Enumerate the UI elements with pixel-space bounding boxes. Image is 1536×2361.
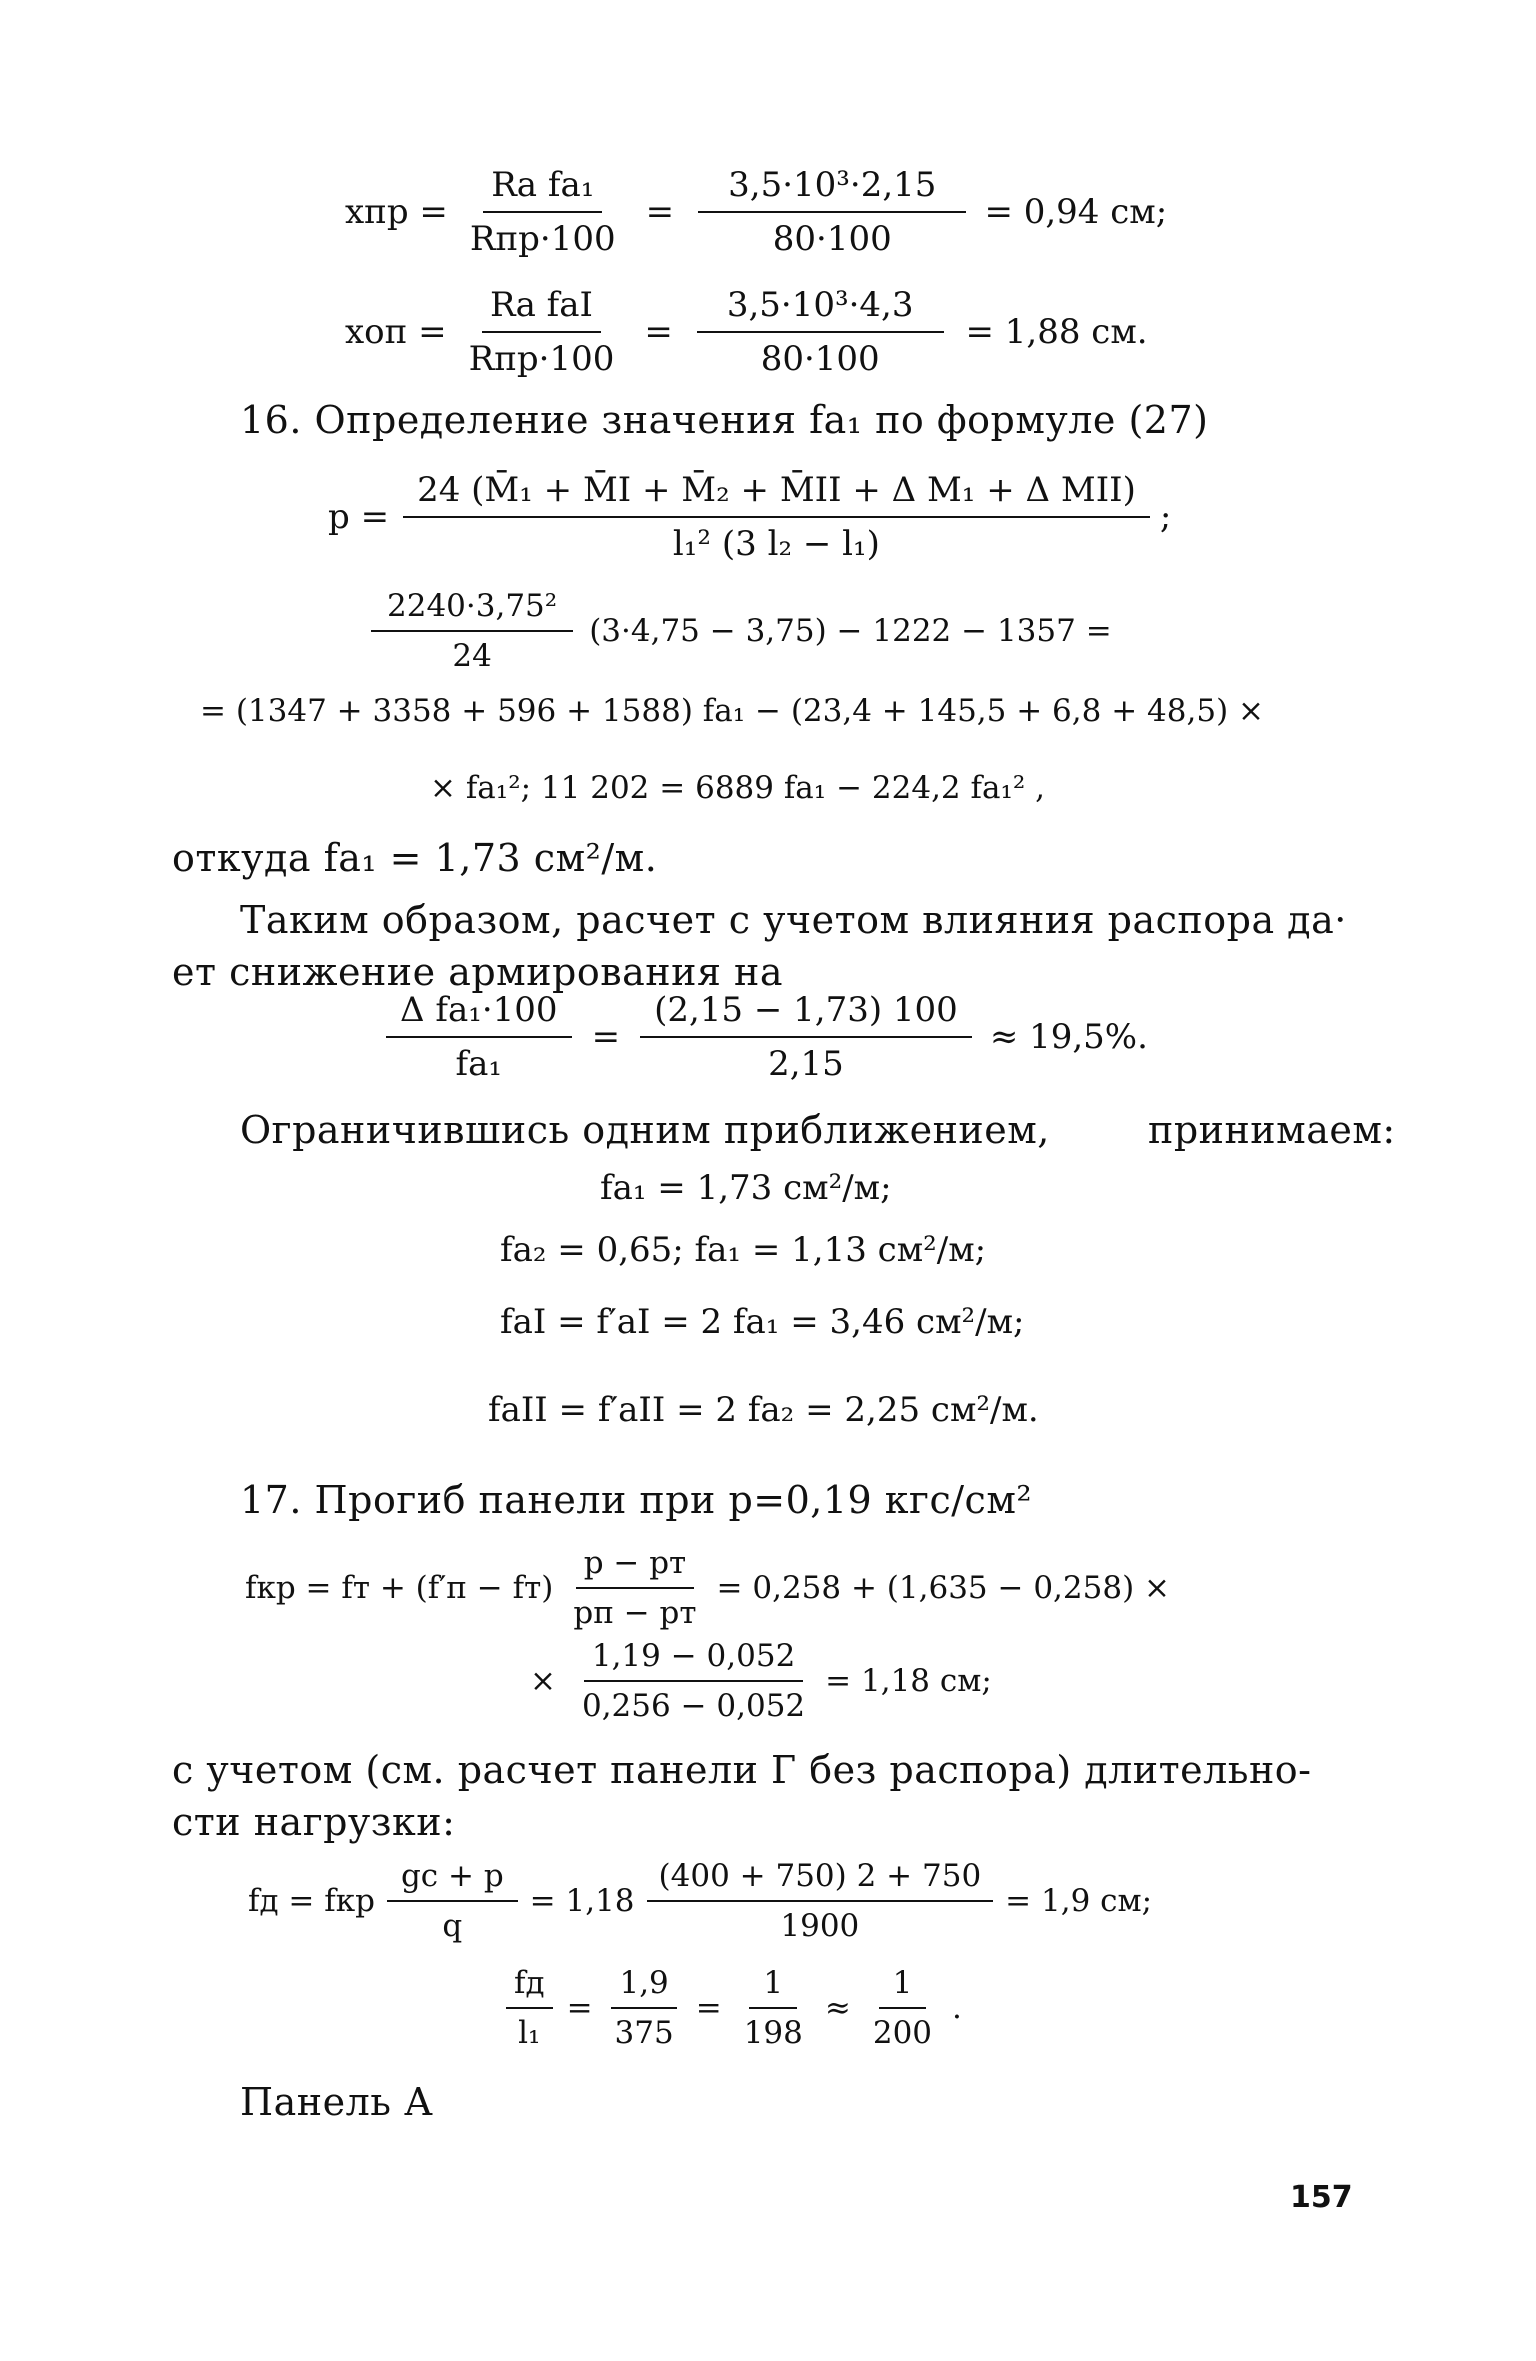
equation-p: p = $\frac{\text{24 (M̄₁ + M̄I + M̄₂ + M̄II + Δ M₁ + Δ MII)}}{\text{l₁² (3 l₂ − l₁)}}$ ; [328,470,1172,564]
fraction: $\frac{p - pт}{pп - pт}$ [573,1545,697,1631]
fraction: $\frac{\text{Rа fа₁}}{\text{Rпр·100}}$ [469,165,616,259]
fraction: $\frac{\text{Rа fаI}}{\text{Rпр·100}}$ [468,285,615,379]
equation-x-op: xоп = $\frac{\text{Rа fаI}}{\text{Rпр·100}}$ = $\frac{\text{3,5·10³·4,3}}{80\cdot 100}$ = 1,88 см. [345,285,1148,379]
fraction: $\frac{(2,15 - 1,73) 100}{2,15}$ [640,990,972,1084]
eq-lhs: xоп = [345,312,447,352]
equation-fd: fд = fкр $\frac{gc + p}{q}$ = 1,18 $\frac{(400 + 750) 2 + 750}{1900}$ = 1,9 см; [248,1858,1153,1944]
equation-delta: $\frac{\text{Δ fа₁·100}}{\text{fа₁}}$ = $\frac{(2,15 - 1,73) 100}{2,15}$ ≈ 19,5%. [380,990,1148,1084]
eq-result: = 1,88 см. [965,312,1148,352]
fraction: $\frac{1}{200}$ [872,1965,933,2051]
paragraph-line: ет снижение армирования на [172,950,783,994]
page-number: 157 [1290,2180,1353,2215]
equation-2240: $\frac{\text{2240·3,75²}}{24}$ (3·4,75 − 3,75) − 1222 − 1357 = [365,588,1112,674]
fraction: $\frac{1}{198}$ [743,1965,803,2051]
equation-1347: = (1347 + 3358 + 596 + 1588) fа₁ − (23,4 + 145,5 + 6,8 + 48,5) × [200,693,1264,729]
paragraph-line: сти нагрузки: [172,1800,456,1844]
eq-lhs: xпр = [345,192,448,232]
paragraph-line: Ограничившись одним приближением, [240,1108,1050,1152]
panel-heading: Панель А [240,2080,434,2124]
equation-11202: × fа₁²; 11 202 = 6889 fа₁ − 224,2 fа₁² , [430,770,1046,806]
fraction: $\frac{fд}{\text{l₁}}$ [506,1965,553,2051]
paragraph-line: принимаем: [1148,1108,1396,1152]
accepted-value: fа₂ = 0,65; fа₁ = 1,13 см²/м; [500,1230,987,1270]
eq-result: = 0,94 см; [984,192,1168,232]
fraction: $\frac{\text{Δ fа₁·100}}{\text{fа₁}}$ [386,990,572,1084]
equation-fkr-continued: × $\frac{1,19 - 0,052}{0,256 - 0,052}$ = 1,18 см; [530,1638,992,1724]
paragraph-line: Таким образом, расчет с учетом влияния распора да· [240,898,1347,942]
otkuda-line: откуда fа₁ = 1,73 см²/м. [172,836,658,880]
section-heading-17: 17. Прогиб панели при p=0,19 кгс/см² [240,1478,1033,1522]
fraction: $\frac{\text{3,5·10³·2,15}}{80\cdot 100}$ [698,165,966,259]
paragraph-line: с учетом (см. расчет панели Г без распора) длительно- [172,1748,1312,1792]
fraction: $\frac{\text{24 (M̄₁ + M̄I + M̄₂ + M̄II + Δ M₁ + Δ MII)}}{\text{l₁² (3 l₂ − l₁)}}$ [403,470,1150,564]
eq-lhs: p = [328,497,390,537]
fraction: $\frac{(400 + 750) 2 + 750}{1900}$ [647,1858,994,1944]
equation-ratio: $\frac{fд}{\text{l₁}}$ = $\frac{1,9}{375}$ = $\frac{1}{198}$ ≈ $\frac{1}{200}$ . [500,1965,962,2051]
fraction: $\frac{1,9}{375}$ [607,1965,682,2051]
fraction: $\frac{\text{3,5·10³·4,3}}{80\cdot 100}$ [697,285,944,379]
accepted-value: fаI = f′аI = 2 fа₁ = 3,46 см²/м; [500,1302,1025,1342]
equation-fkr: fкр = fт + (f′п − fт) $\frac{p - pт}{pп - pт}$ = 0,258 + (1,635 − 0,258) × [245,1545,1170,1631]
fraction: $\frac{gc + p}{q}$ [387,1858,518,1944]
equation-x-pr: xпр = $\frac{\text{Rа fа₁}}{\text{Rпр·100}}$ = $\frac{\text{3,5·10³·2,15}}{80\cdot 100}$ = 0,94 см; [345,165,1168,259]
accepted-value: fа₁ = 1,73 см²/м; [600,1168,892,1208]
section-heading-16: 16. Определение значения fа₁ по формуле (27) [240,398,1209,442]
accepted-value: fаII = f′аII = 2 fа₂ = 2,25 см²/м. [488,1390,1039,1430]
fraction: $\frac{\text{2240·3,75²}}{24}$ [371,588,573,674]
fraction: $\frac{1,19 - 0,052}{0,256 - 0,052}$ [581,1638,806,1724]
